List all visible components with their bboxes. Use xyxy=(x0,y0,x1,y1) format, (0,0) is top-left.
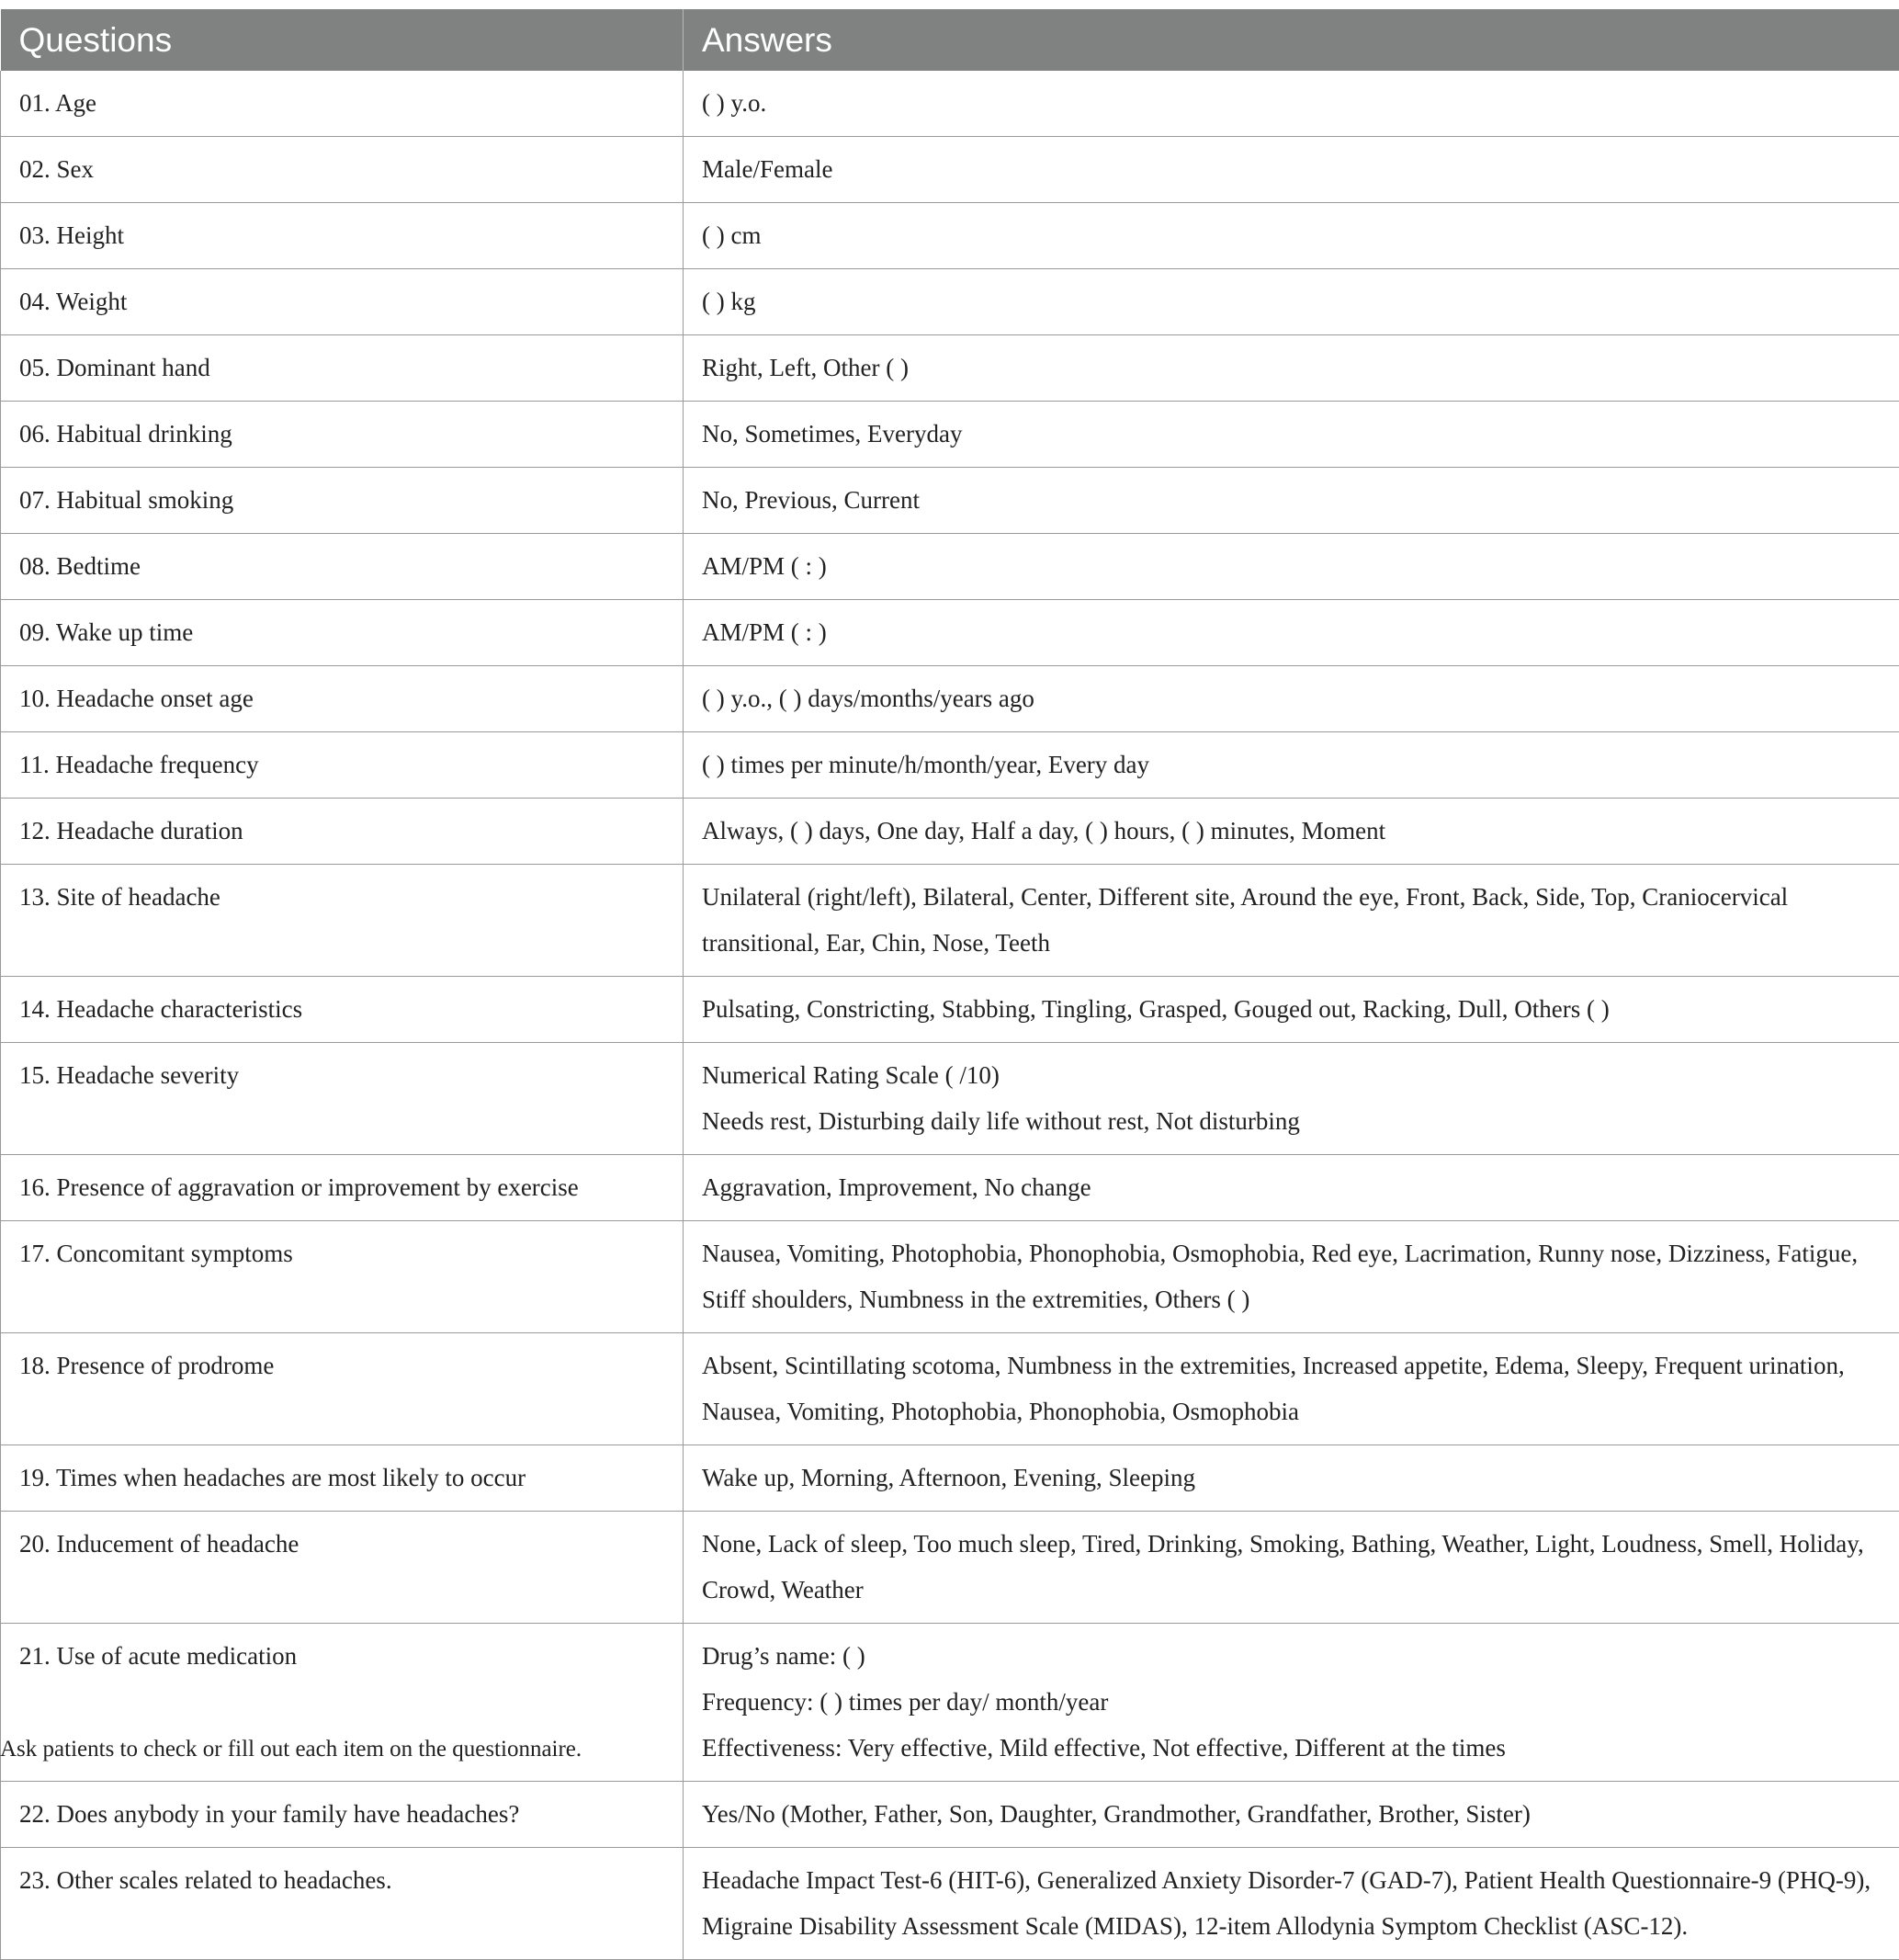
table-row xyxy=(1,732,1899,799)
table-row xyxy=(1,1782,1899,1848)
answer-cell xyxy=(684,977,1899,1043)
question-cell: 21. Use of acute medication xyxy=(1,1624,684,1782)
table-row xyxy=(1,1333,1899,1445)
answer-line: No, Sometimes, Everyday xyxy=(702,411,1881,457)
answer-line: No, Previous, Current xyxy=(702,477,1881,523)
answer-cell xyxy=(684,865,1899,977)
answer-cell xyxy=(684,600,1899,666)
question-cell: 05. Dominant hand xyxy=(1,335,684,402)
question-cell: 15. Headache severity xyxy=(1,1043,684,1155)
answer-line: Needs rest, Disturbing daily life without rest, Not disturbing xyxy=(702,1098,1881,1144)
table-row xyxy=(1,666,1899,732)
answer-line: ( ) y.o. xyxy=(702,80,1881,126)
question-cell: 04. Weight xyxy=(1,269,684,335)
question-cell: 19. Times when headaches are most likely to occur xyxy=(1,1445,684,1512)
answer-line: Drug’s name: ( ) xyxy=(702,1633,1881,1679)
table-row xyxy=(1,600,1899,666)
table-row xyxy=(1,71,1899,137)
answer-cell xyxy=(684,402,1899,468)
answer-cell xyxy=(684,1445,1899,1512)
question-cell: 20. Inducement of headache xyxy=(1,1512,684,1624)
table-row xyxy=(1,1848,1899,1960)
question-cell: 01. Age xyxy=(1,71,684,137)
answer-line: Wake up, Morning, Afternoon, Evening, Sleeping xyxy=(702,1455,1881,1501)
question-cell: 03. Height xyxy=(1,203,684,269)
answer-line: ( ) times per minute/h/month/year, Every day xyxy=(702,742,1881,787)
table-row xyxy=(1,1512,1899,1624)
question-cell: 18. Presence of prodrome xyxy=(1,1333,684,1445)
table-row xyxy=(1,137,1899,203)
answer-line: Aggravation, Improvement, No change xyxy=(702,1164,1881,1210)
question-cell: 12. Headache duration xyxy=(1,799,684,865)
question-cell: 08. Bedtime xyxy=(1,534,684,600)
answer-cell xyxy=(684,1333,1899,1445)
answer-line: Unilateral (right/left), Bilateral, Center, Different site, Around the eye, Front, Back, Side, Top, Craniocervical transitional, Ear, Chin, Nose, Teeth xyxy=(702,874,1881,966)
question-cell: 14. Headache characteristics xyxy=(1,977,684,1043)
answer-cell xyxy=(684,666,1899,732)
answer-line: ( ) kg xyxy=(702,278,1881,324)
table-row xyxy=(1,977,1899,1043)
question-cell: 07. Habitual smoking xyxy=(1,468,684,534)
question-cell: 11. Headache frequency xyxy=(1,732,684,799)
question-cell: 13. Site of headache xyxy=(1,865,684,977)
answer-line: ( ) cm xyxy=(702,212,1881,258)
answer-line: ( ) y.o., ( ) days/months/years ago xyxy=(702,675,1881,721)
answer-line: Numerical Rating Scale ( /10) xyxy=(702,1052,1881,1098)
table-row xyxy=(1,402,1899,468)
question-cell: 09. Wake up time xyxy=(1,600,684,666)
answer-cell xyxy=(684,1043,1899,1155)
answer-line: AM/PM ( : ) xyxy=(702,609,1881,655)
table-body xyxy=(1,71,1899,1960)
table-row xyxy=(1,335,1899,402)
question-cell: 10. Headache onset age xyxy=(1,666,684,732)
answer-line: Pulsating, Constricting, Stabbing, Tingling, Grasped, Gouged out, Racking, Dull, Others ( ) xyxy=(702,986,1881,1032)
table-header-row xyxy=(1,9,1899,71)
question-cell: 23. Other scales related to headaches. xyxy=(1,1848,684,1960)
answer-line: Headache Impact Test-6 (HIT-6), Generalized Anxiety Disorder-7 (GAD-7), Patient Health Questionnaire-9 (PHQ-9), Migraine Disability Assessment Scale (MIDAS), 12-item Allodynia Symptom Checklist (ASC-12). xyxy=(702,1857,1881,1949)
answer-line: AM/PM ( : ) xyxy=(702,543,1881,589)
table-row xyxy=(1,534,1899,600)
question-cell: 02. Sex xyxy=(1,137,684,203)
answer-line: Always, ( ) days, One day, Half a day, ( ) hours, ( ) minutes, Moment xyxy=(702,808,1881,854)
answer-cell xyxy=(684,335,1899,402)
questionnaire-table-container xyxy=(0,9,1899,1960)
answer-cell xyxy=(684,1848,1899,1960)
answer-cell xyxy=(684,1512,1899,1624)
answer-cell xyxy=(684,1624,1899,1782)
question-cell: 06. Habitual drinking xyxy=(1,402,684,468)
answer-line: Effectiveness: Very effective, Mild effective, Not effective, Different at the times xyxy=(702,1725,1881,1771)
questionnaire-table xyxy=(0,9,1899,1960)
answer-line: Male/Female xyxy=(702,146,1881,192)
question-cell: 17. Concomitant symptoms xyxy=(1,1221,684,1333)
answer-cell xyxy=(684,203,1899,269)
table-row xyxy=(1,269,1899,335)
question-cell: 16. Presence of aggravation or improvement by exercise xyxy=(1,1155,684,1221)
answer-cell xyxy=(684,534,1899,600)
answer-cell xyxy=(684,269,1899,335)
table-row xyxy=(1,1445,1899,1512)
table-row xyxy=(1,1221,1899,1333)
table-row xyxy=(1,799,1899,865)
answer-line: None, Lack of sleep, Too much sleep, Tired, Drinking, Smoking, Bathing, Weather, Light, Loudness, Smell, Holiday, Crowd, Weather xyxy=(702,1521,1881,1613)
table-footnote: Ask patients to check or fill out each item on the questionnaire. xyxy=(0,1737,582,1762)
table-row xyxy=(1,865,1899,977)
answer-line: Frequency: ( ) times per day/ month/year xyxy=(702,1679,1881,1725)
table-row xyxy=(1,468,1899,534)
header-answers: Answers xyxy=(684,9,1899,71)
answer-cell xyxy=(684,1221,1899,1333)
header-questions: Questions xyxy=(1,9,684,71)
table-row xyxy=(1,203,1899,269)
answer-cell xyxy=(684,71,1899,137)
table-row xyxy=(1,1043,1899,1155)
answer-cell xyxy=(684,732,1899,799)
answer-cell xyxy=(684,1782,1899,1848)
answer-cell xyxy=(684,1155,1899,1221)
table-row xyxy=(1,1155,1899,1221)
answer-cell xyxy=(684,468,1899,534)
answer-line: Yes/No (Mother, Father, Son, Daughter, Grandmother, Grandfather, Brother, Sister) xyxy=(702,1791,1881,1837)
answer-cell xyxy=(684,137,1899,203)
answer-line: Right, Left, Other ( ) xyxy=(702,345,1881,391)
answer-line: Absent, Scintillating scotoma, Numbness in the extremities, Increased appetite, Edema, Sleepy, Frequent urination, Nausea, Vomiting, Photophobia, Phonophobia, Osmophobia xyxy=(702,1343,1881,1434)
answer-cell xyxy=(684,799,1899,865)
answer-line: Nausea, Vomiting, Photophobia, Phonophobia, Osmophobia, Red eye, Lacrimation, Runny nose, Dizziness, Fatigue, Stiff shoulders, Numbness in the extremities, Others ( ) xyxy=(702,1230,1881,1322)
question-cell: 22. Does anybody in your family have headaches? xyxy=(1,1782,684,1848)
